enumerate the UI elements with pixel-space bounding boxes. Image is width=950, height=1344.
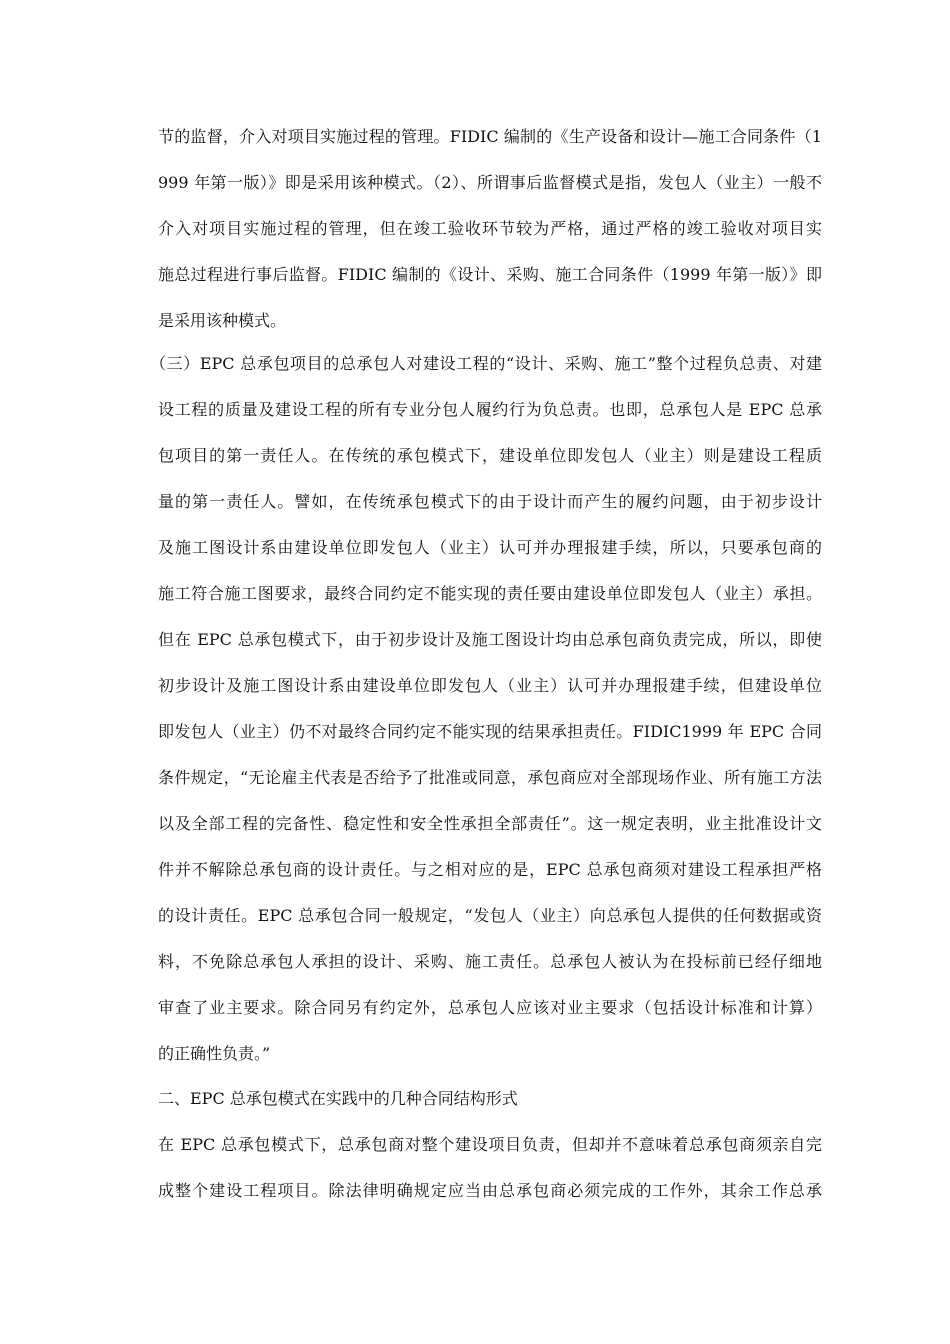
- body-text-line: 量的第一责任人。譬如，在传统承包模式下的由于设计而产生的履约问题，由于初步设计: [158, 492, 822, 511]
- body-text-line: 设工程的质量及建设工程的所有专业分包人履约行为负总责。也即，总承包人是 EPC 总承: [158, 400, 822, 419]
- body-text-line: 以及全部工程的完备性、稳定性和安全性承担全部责任”。这一规定表明，业主批准设计文: [158, 814, 822, 833]
- body-text-line: 节的监督，介入对项目实施过程的管理。FIDIC 编制的《生产设备和设计—施工合同条件（1: [158, 127, 822, 146]
- section-heading: 二、EPC 总承包模式在实践中的几种合同结构形式: [158, 1089, 518, 1108]
- body-text-line: 料，不免除总承包人承担的设计、采购、施工责任。总承包人被认为在投标前已经仔细地: [158, 952, 822, 971]
- body-text-line: 但在 EPC 总承包模式下，由于初步设计及施工图设计均由总承包商负责完成，所以，即使: [158, 630, 822, 649]
- body-text-line: 审查了业主要求。除合同另有约定外，总承包人应该对业主要求（包括设计标准和计算）: [158, 998, 822, 1017]
- body-text-line: 初步设计及施工图设计系由建设单位即发包人（业主）认可并办理报建手续，但建设单位: [158, 676, 822, 695]
- section-three-first-line: （三）EPC 总承包项目的总承包人对建设工程的“设计、采购、施工”整个过程负总责、对建: [150, 354, 822, 373]
- body-text-line: 介入对项目实施过程的管理，但在竣工验收环节较为严格，通过严格的竣工验收对项目实: [158, 219, 822, 238]
- body-text-line: 即发包人（业主）仍不对最终合同约定不能实现的结果承担责任。FIDIC1999 年 EPC 合同: [158, 722, 822, 741]
- body-text-line: 的设计责任。EPC 总承包合同一般规定，“发包人（业主）向总承包人提供的任何数据或资: [158, 906, 822, 925]
- body-text-line: 件并不解除总承包商的设计责任。与之相对应的是，EPC 总承包商须对建设工程承担严格: [158, 860, 822, 879]
- body-text-line: 施总过程进行事后监督。FIDIC 编制的《设计、采购、施工合同条件（1999 年第一版）》即: [158, 265, 822, 284]
- body-text-line: 条件规定，“无论雇主代表是否给予了批准或同意，承包商应对全部现场作业、所有施工方法: [158, 768, 822, 787]
- body-text-line: 施工符合施工图要求，最终合同约定不能实现的责任要由建设单位即发包人（业主）承担。: [158, 584, 822, 603]
- body-text-line: 在 EPC 总承包模式下，总承包商对整个建设项目负责，但却并不意味着总承包商须亲自完: [158, 1135, 822, 1154]
- body-text-line: 包项目的第一责任人。在传统的承包模式下，建设单位即发包人（业主）则是建设工程质: [158, 446, 822, 465]
- body-text-line: 成整个建设工程项目。除法律明确规定应当由总承包商必须完成的工作外，其余工作总承: [158, 1181, 822, 1200]
- body-text-line: 999 年第一版）》即是采用该种模式。（2）、所谓事后监督模式是指，发包人（业主）一般不: [158, 173, 822, 192]
- body-text-line: 的正确性负责。”: [158, 1044, 271, 1063]
- body-text-line: 是采用该种模式。: [158, 311, 287, 330]
- body-text-line: 及施工图设计系由建设单位即发包人（业主）认可并办理报建手续，所以，只要承包商的: [158, 538, 822, 557]
